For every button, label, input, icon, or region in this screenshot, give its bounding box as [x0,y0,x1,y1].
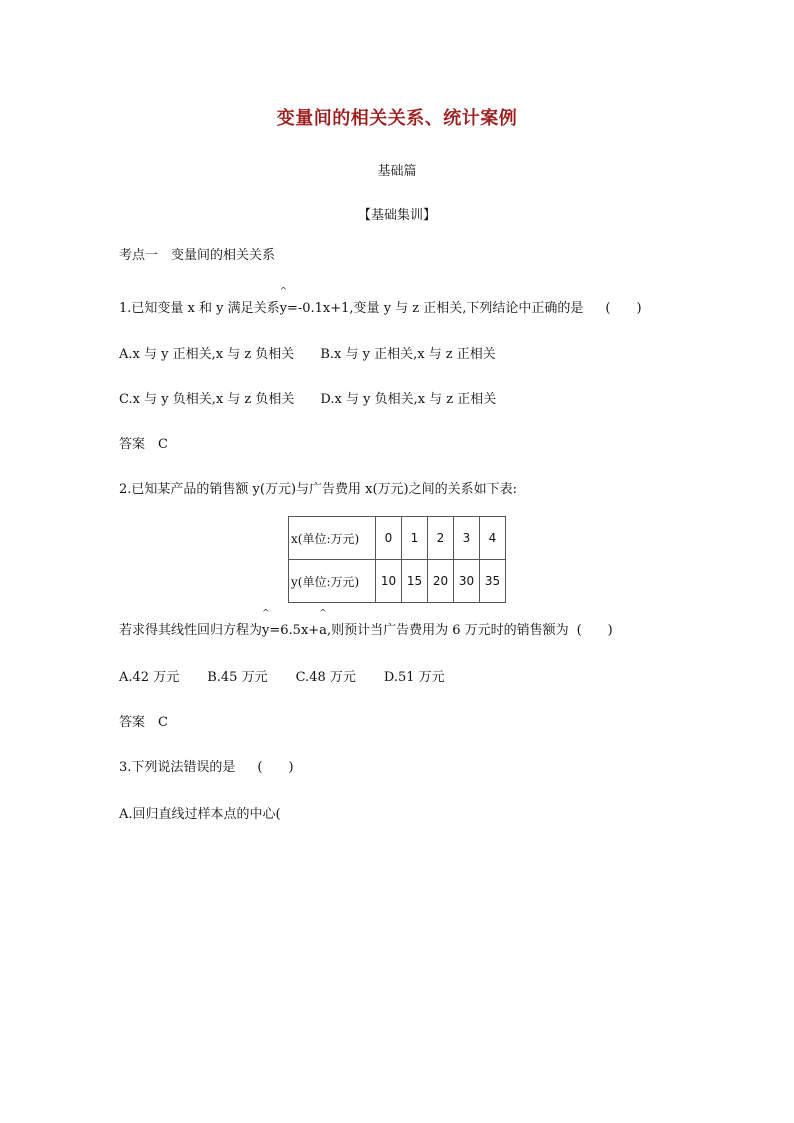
question-2-stem: 2.已知某产品的销售额 y(万元)与广告费用 x(万元)之间的关系如下表: [119,482,518,497]
question-3-stem [119,759,294,777]
table-cell: 1 [402,517,428,560]
question-2-choice-d: D.51 万元 [383,670,445,685]
question-3-text: 3.下列说法错误的是 [119,760,236,775]
question-2-bracket: ( ) [576,623,613,638]
question-2-answer: 答案 C [119,715,168,730]
table-cell: 15 [402,560,428,603]
question-2-choice-a: A.42 万元 [119,670,180,685]
sales-data-table [288,516,506,603]
question-2-choice-b: B.45 万元 [207,670,268,685]
question-2-follow-prefix: 若求得其线性回归方程为 [119,623,263,638]
question-2-choice-c: C.48 万元 [295,670,356,685]
question-1-stem [119,300,642,318]
table-x-header: x(单位:万元) [289,517,376,560]
question-1-choice-b: B.x 与 y 正相关,x 与 z 正相关 [320,347,496,362]
table-cell: 35 [480,560,506,603]
question-1-answer: 答案 C [119,437,168,452]
question-2-follow-suffix: ,则预计当广告费用为 6 万元时的销售额为 [326,623,569,638]
table-cell: 3 [454,517,480,560]
table-cell: 4 [480,517,506,560]
question-1-choice-c: C.x 与 y 负相关,x 与 z 负相关 [119,392,295,407]
y-hat-symbol: ^ y [280,300,287,318]
topic-heading: 考点一 变量间的相关关系 [119,248,276,263]
question-1-choice-a: A.x 与 y 正相关,x 与 z 负相关 [119,347,295,362]
question-1-prefix: 1.已知变量 x 和 y 满足关系 [119,301,280,316]
question-2-choices [119,669,471,687]
page-title: 变量间的相关关系、统计案例 [276,108,518,129]
table-row [289,517,506,560]
question-3-choice-a: A.回归直线过样本点的中心( [119,807,281,822]
question-3-bracket: ( ) [257,760,294,775]
question-1-formula: =-0.1x+1,变量 y 与 z 正相关,下列结论中正确的是 [286,301,584,316]
subsection-label: 【基础集训】 [357,208,436,223]
section-label: 基础篇 [377,164,417,179]
table-cell: 10 [376,560,402,603]
question-2-follow-mid: =6.5x+ [269,623,320,638]
y-hat-symbol: ^ y [262,622,269,640]
question-1-bracket: ( ) [605,301,642,316]
table-cell: 30 [454,560,480,603]
question-1-choices-row-1 [119,346,522,364]
question-2-follow [119,622,613,640]
table-row [289,560,506,603]
a-hat-symbol: ^ a [319,622,327,640]
table-cell: 20 [428,560,454,603]
table-cell: 2 [428,517,454,560]
question-1-choices-row-2 [119,391,522,409]
question-1-choice-d: D.x 与 y 负相关,x 与 z 正相关 [320,392,497,407]
table-cell: 0 [376,517,402,560]
table-y-header: y(单位:万元) [289,560,376,603]
